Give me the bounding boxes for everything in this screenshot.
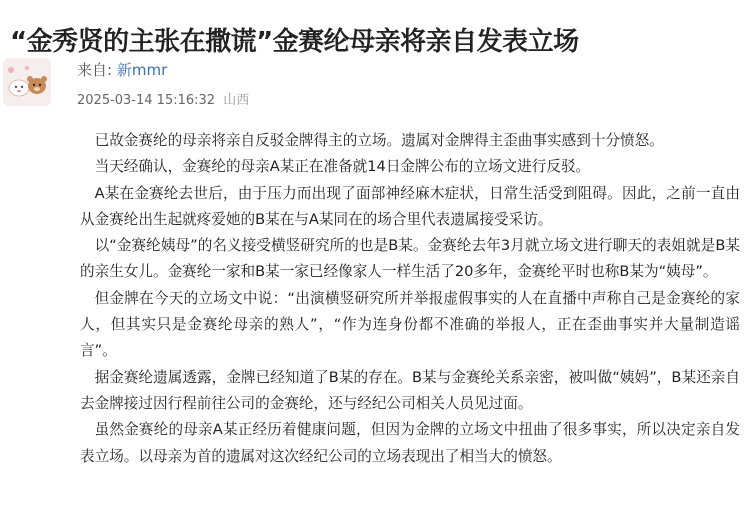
article-meta [0, 52, 750, 118]
publish-location: 山西 [223, 93, 250, 108]
article-paragraph: 当天经确认，金赛纶的母亲A某正在准备就14日金牌公布的立场文进行反驳。 [94, 158, 591, 176]
publish-datetime: 2025-03-14 15:16:32 [77, 93, 216, 108]
article-title: “金秀贤的主张在撒谎”金赛纶母亲将亲自发表立场 [10, 27, 579, 58]
author-link[interactable]: 新mmr [116, 61, 168, 79]
avatar-cartoon-icon [3, 58, 51, 106]
source-label: 来自: [77, 61, 113, 79]
article-paragraph: A某在金赛纶去世后，由于压力而出现了面部神经麻木症状，日常生活受到阻碍。因此，之前一直由从金赛纶出生起就疼爱她的B某在与A某同在的场合里代表遗属接受采访。 [80, 184, 740, 228]
date-line [77, 92, 249, 110]
article-paragraph: 据金赛纶遗属透露，金牌已经知道了B某的存在。B某与金赛纶关系亲密，被叫做“姨妈”，B某还亲自去金牌接过因行程前往公司的金赛纶，还与经纪公司相关人员见过面。 [80, 368, 740, 412]
article-paragraph: 虽然金赛纶的母亲A某正经历着健康问题，但因为金牌的立场文中扭曲了很多事实，所以决定亲自发表立场。以母亲为首的遗属对这次经纪公司的立场表现出了相当大的愤怒。 [80, 421, 740, 465]
source-line [77, 60, 167, 80]
article-body [80, 128, 740, 470]
article-paragraph: 但金牌在今天的立场文中说：“出演横竖研究所并举报虚假事实的人在直播中声称自己是金赛纶的家人，但其实只是金赛纶母亲的熟人”，“作为连身份都不准确的举报人，正在歪曲事实并大量制造谣言”。 [80, 289, 740, 360]
avatar[interactable] [3, 58, 51, 106]
article-paragraph: 以“金赛纶姨母”的名义接受横竖研究所的也是B某。金赛纶去年3月就立场文进行聊天的表姐就是B某的亲生女儿。金赛纶一家和B某一家已经像家人一样生活了20多年，金赛纶平时也称B某为“姨母”。 [80, 237, 740, 281]
article-paragraph: 已故金赛纶的母亲将亲自反驳金牌得主的立场。遗属对金牌得主歪曲事实感到十分愤怒。 [94, 132, 664, 149]
